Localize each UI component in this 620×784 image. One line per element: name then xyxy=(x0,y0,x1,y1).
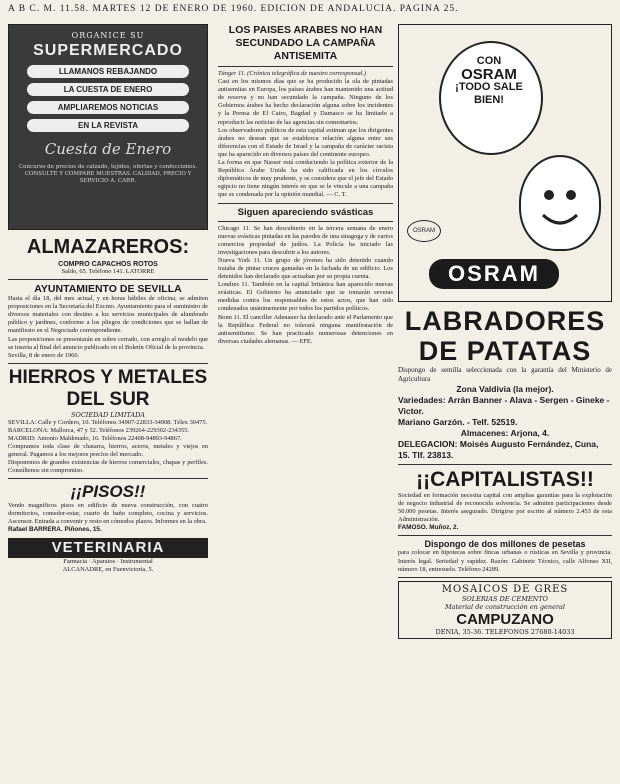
hierros-line3: MADRID: Antonio Maldonado, 16. Teléfonos 22408-94893-94867. xyxy=(8,435,182,443)
divider xyxy=(8,478,208,479)
capitalistas-contact: FAMOSO. Muñoz, 2. xyxy=(398,524,459,532)
headline: LOS PAISES ARABES NO HAN SECUNDADO LA CAMPAÑA ANTISEMITA xyxy=(228,24,383,62)
divider xyxy=(398,464,612,465)
pisos-contact: Rafael BARRERA. Piñones, 15. xyxy=(8,526,102,534)
osram-advert xyxy=(398,24,612,302)
osram-brand: OSRAM xyxy=(429,259,559,289)
labradores-intro: Dispongo de semilla seleccionada con la garantía del Ministerio de Agricultura xyxy=(398,366,612,383)
hierros-title1: HIERROS Y METALES xyxy=(8,366,208,388)
bubble-line4: BIEN! xyxy=(474,94,504,106)
veterinaria-title: VETERINARIA xyxy=(51,538,165,556)
almazareros-sub: COMPRO CAPACHOS ROTOS xyxy=(58,261,158,268)
divider xyxy=(218,221,393,222)
promo-line2: SUPERMERCADO xyxy=(33,42,183,59)
article-p2: Los observadores políticos de esta capital estiman que los dirigentes árabes no desean que se establezca relación alguna entre sus diferencias con el Estado de Israel y la campaña de carácter racista que ha aparecido en diversos países del continente europeo. xyxy=(218,126,393,158)
hierros-line4: Compramos toda clase de chatarra, hierros, aceros, metales y viejos en general. Pagamos a los mejores precios del mercado. xyxy=(8,443,208,459)
speech-bubble-text xyxy=(443,55,535,107)
article-p5: Nueva York 11. Un grupo de jóvenes ha sido detenido cuando trataba de pintar cruces gamadas en la fachada de un edificio. Los detenidos han declarado que actuaban por su propia cuenta. xyxy=(218,256,393,281)
promo-line1: ORGANICE SU xyxy=(71,31,145,40)
hierros-title2: DEL SUR xyxy=(66,388,150,410)
dateline: Tánger 11. (Crónica telegráfica de nuestro corresponsal.) xyxy=(218,70,367,77)
capitalistas-body: Sociedad en formación necesita capital con amplias garantías para la explotación de negocio industrial de reconocida solvencia. Se admiten participaciones desde 50.000 pesetas. Interés asegurado. Dirigirse por escrito al número 2.453 de esta Administración. xyxy=(398,492,612,524)
labradores-zone: Zona Valdivia (la mejor). xyxy=(456,384,554,394)
divider xyxy=(398,535,612,536)
labradores-varieties: Variedades: Arrán Banner - Alava - Sergen - Gineke - Victor. xyxy=(398,395,610,416)
labradores-store: Almacenes: Arjona, 4. xyxy=(460,428,550,438)
column-right xyxy=(398,24,612,639)
article-p1: Casi en los mismos días que se ha producido la ola de pintadas antisemitas en Europa, los países árabes han mantenido una actitud de reserva y no han secundado la campaña. Ninguno de los Gobiernos árabes ha hecho declaración alguna sobre los incidentes y la Prensa de El Cairo, Bagdad y Damasco se ha limitado a reproducir las noticias de las agencias sin comentarios. xyxy=(218,78,393,126)
bubble-line2: OSRAM xyxy=(461,66,517,83)
bubble-line1: CON xyxy=(476,55,502,67)
mosaicos-brand: CAMPUZANO xyxy=(456,610,554,628)
mosaicos-advert xyxy=(398,581,612,639)
hierros-line2: BARCELONA: Mallorca, 47 y 52. Teléfonos 239264-229302-234355. xyxy=(8,426,190,434)
mosaicos-line1: SOLERIAS DE CEMENTO xyxy=(461,594,548,603)
hierros-line1: SEVILLA: Calle y Cordero, 10. Teléfonos 34907-22833-34908. Télex 30475. xyxy=(8,418,208,426)
mosaicos-title: MOSAICOS DE GRES xyxy=(441,583,569,595)
column-left xyxy=(8,24,208,574)
veterinaria-banner xyxy=(8,538,208,558)
column-middle xyxy=(218,24,393,346)
mosaicos-line2: Material de construcción en general xyxy=(445,602,565,611)
almazareros-phone: Saldo, 65. Teléfono 141. LATORRE xyxy=(61,268,155,275)
osram-small-logo: OSRAM xyxy=(407,220,441,242)
promo-pill3: AMPLIAREMOS NOTICIAS xyxy=(27,101,189,114)
divider xyxy=(218,66,393,67)
ayuntamiento-date: Sevilla, 8 de enero de 1960. xyxy=(8,351,80,359)
veterinaria-line2: ALCANADRE, en Fuenvictoria, 5. xyxy=(62,565,154,573)
divider xyxy=(398,577,612,578)
ayuntamiento-body: Hasta el día 18, del mes actual, y en horas hábiles de oficina, se admiten proposiciones en la Secretaría del Excmo. Ayuntamiento para el suministro de diversos materiales con destino a los servicios municipales de alumbrado público y jardines, conforme a los pliegos de condiciones que se hallan de manifiesto en el Negociado correspondiente. xyxy=(8,295,208,335)
promo-pill2: LA CUESTA DE ENERO xyxy=(27,83,189,96)
bubble-line3: ¡TODO SALE xyxy=(455,81,523,93)
divider xyxy=(8,363,208,364)
promo-advert xyxy=(8,24,208,230)
divider xyxy=(8,279,208,280)
millones-body: para colocar en hipotecas sobre fincas urbanas o rústicas en Sevilla y provincia. Interés legal. Seriedad y rapidez. Razón: Gabinete Técnico, calle Alfonso XII, número 18, entresuelo. Teléfono 24289. xyxy=(398,549,612,573)
mascot-face-icon xyxy=(521,157,599,249)
article-p7: Bonn 11. El canciller Adenauer ha declarado ante el Parlamento que la República Federal no tolerará ninguna manifestación de antisemitismo. Se han practicado numerosas detenciones en diversas ciudades alemanas. — EFE. xyxy=(218,313,393,345)
promo-script: Cuesta de Enero xyxy=(44,140,172,158)
capitalistas-title: ¡¡CAPITALISTAS!! xyxy=(416,468,594,491)
almazareros-title: ALMAZAREROS: xyxy=(26,236,190,258)
ayuntamiento-title: AYUNTAMIENTO DE SEVILLA xyxy=(34,283,182,296)
labradores-contact: Mariano Garzón. - Telf. 52519. xyxy=(398,417,518,427)
sub-headline: Siguen apareciendo svásticas xyxy=(237,206,374,218)
page-header: A B C. M. 11.58. MARTES 12 DE ENERO DE 1960. EDICION DE ANDALUCIA. PAGINA 25. xyxy=(8,4,459,14)
millones-title: Dispongo de dos millones de pesetas xyxy=(424,539,586,550)
hierros-sub: SOCIEDAD LIMITADA xyxy=(71,410,145,419)
article-p6: Londres 11. También en la capital británica han aparecido nuevas svásticas. El Gobierno ha anunciado que se tomarán severas medidas contra los responsables de estos actos, que han sido condenados unánimemente por todos los partidos políticos. xyxy=(218,281,393,313)
mosaicos-footer: DENIA, 35-36. TELEFONOS 27680-14033 xyxy=(435,627,575,636)
lightbulb-mascot-icon xyxy=(519,155,601,251)
labradores-title1: LABRADORES xyxy=(404,306,606,336)
ayuntamiento-body2: Las proposiciones se presentarán en sobre cerrado, con arreglo al modelo que se inserta al final del anuncio publicado en el Boletín Oficial de la provincia. xyxy=(8,335,208,351)
article-p3: La forma en que Nasser está conduciendo la política exterior de la República Árabe Unida ha sido calificada en los círculos diplomáticos de muy prudente, y se considera que el jefe del Estado egipcio no tiene ningún interés en que se le vincule a una campaña que es condenada por la opinión mundial. — C. T. xyxy=(218,159,393,199)
labradores-delegation: DELEGACION: Moisés Augusto Fernández, Cuna, 15. Tlf. 23813. xyxy=(398,439,599,460)
article-p4: Chicago 11. Se han descubierto en la tercera semana de enero nuevas svásticas pintadas en las paredes de una sinagoga y de varios comercios propiedad de judíos. La Policía ha iniciado las investigaciones para descubrir a los autores. xyxy=(218,224,393,256)
promo-pill1: LLAMANOS REBAJANDO xyxy=(27,65,189,78)
promo-pill4: EN LA REVISTA xyxy=(27,119,189,132)
pisos-body: Vendo magníficos pisos en edificio de nueva construcción, con cuatro dormitorios, comedor-estar, cuarto de baño completo, cocina y servicios. Ascensor. Entrada a convenir y resto en cómodos plazos. Informes en la obra. xyxy=(8,502,208,526)
veterinaria-line1: Farmacia · Aparatos · Instrumental xyxy=(63,557,153,565)
divider xyxy=(218,203,393,204)
hierros-line5: Disponemos de grandes existencias de hierros comerciales, chapas y perfiles. Consúltenos sin compromiso. xyxy=(8,459,208,475)
pisos-title: ¡¡PISOS!! xyxy=(70,482,146,502)
labradores-title2: DE PATATAS xyxy=(418,336,592,366)
promo-fine-print: Concurso de precios de calzado, tejidos, ofertas y confecciones. CONSULTE Y COMPARE MUESTRAS. CALIDAD, PRECIO Y SERVICIO A. CARR. xyxy=(18,164,198,184)
